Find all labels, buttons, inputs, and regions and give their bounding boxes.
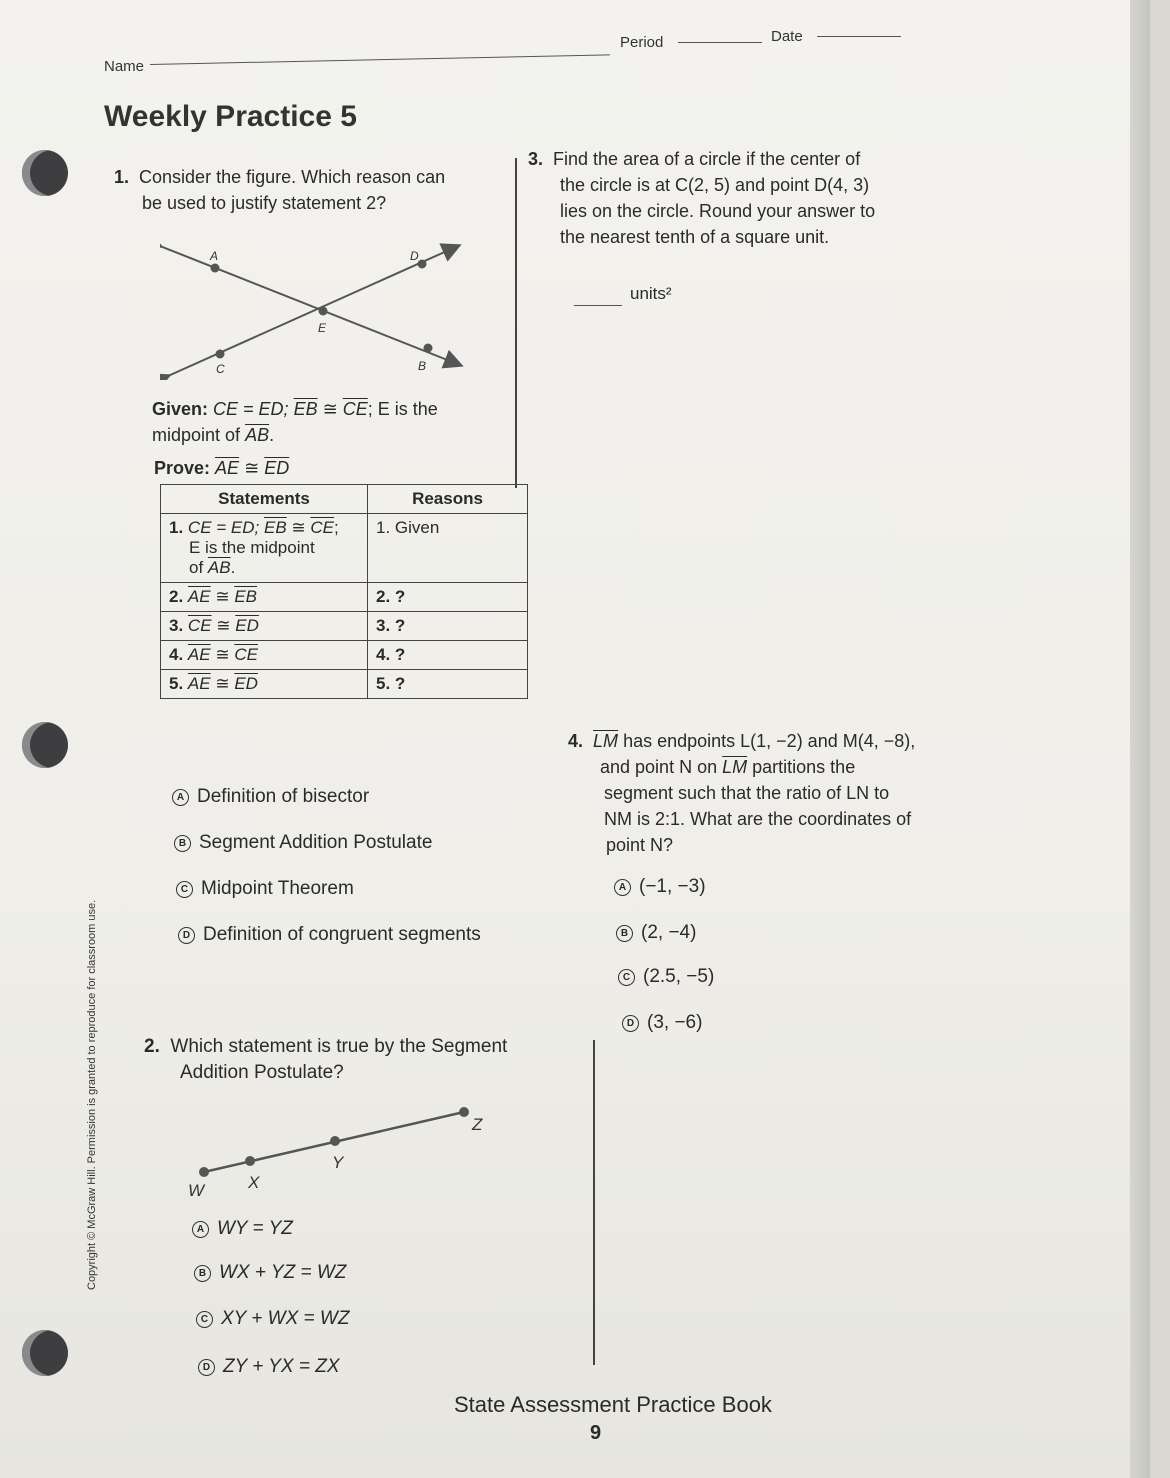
- point-label-y: Y: [332, 1153, 344, 1172]
- table-row: 2. $\overline{AE}$ ≅ $\overline{EB}$ 2. ?: [161, 583, 528, 612]
- q3-answer-blank[interactable]: [574, 305, 622, 306]
- binder-hole: [22, 1330, 68, 1376]
- page-title: Weekly Practice 5: [104, 100, 357, 133]
- point-label-w: W: [188, 1181, 205, 1200]
- q2-option-c[interactable]: C XY + WX = WZ: [196, 1308, 349, 1330]
- q2-option-d[interactable]: D ZY + YX = ZX: [198, 1356, 340, 1378]
- q2-option-b[interactable]: B WX + YZ = WZ: [194, 1262, 346, 1284]
- point-label-x: X: [248, 1173, 260, 1192]
- date-line[interactable]: [817, 36, 901, 37]
- q2-figure: [180, 1100, 500, 1200]
- column-divider: [515, 158, 517, 488]
- page-edge: [1130, 0, 1150, 1478]
- q1-option-a[interactable]: A Definition of bisector: [172, 786, 369, 808]
- table-row: 3. $\overline{CE}$ ≅ $\overline{ED}$ 3. ?: [161, 612, 528, 641]
- q1-option-b[interactable]: B Segment Addition Postulate: [174, 832, 432, 854]
- q2-prompt: 2. Which statement is true by the Segment Addition Postulate?: [144, 1036, 508, 1083]
- period-label: Period: [620, 34, 664, 51]
- proof-table: [160, 484, 528, 699]
- point-label-z: Z: [472, 1115, 483, 1134]
- point-label-c: C: [216, 362, 225, 376]
- q1-prove: Prove: $\overline{AE}$ ≅ $\overline{ED}$: [154, 458, 290, 478]
- point-label-a: A: [210, 249, 219, 263]
- page-number: 9: [590, 1422, 602, 1444]
- column-divider: [593, 1040, 595, 1365]
- q1-given: Given: CE = ED; $\overline{EB}$ ≅ $\overline{CE}$; E is the midpoint of $\overline{AB}$.: [152, 399, 438, 445]
- q4-option-b[interactable]: B (2, −4): [616, 922, 696, 944]
- q4-option-d[interactable]: D (3, −6): [622, 1012, 702, 1034]
- table-row: 5. $\overline{AE}$ ≅ $\overline{ED}$ 5. ?: [161, 670, 528, 699]
- q1-option-d[interactable]: D Definition of congruent segments: [178, 924, 481, 946]
- date-label: Date: [771, 28, 803, 45]
- q4-option-a[interactable]: A (−1, −3): [614, 876, 706, 898]
- period-line[interactable]: [678, 42, 762, 43]
- copyright-notice: Copyright © McGraw Hill. Permission is granted to reproduce for classroom use.: [86, 899, 98, 1290]
- point-label-e: E: [318, 321, 327, 335]
- q4-option-c[interactable]: C (2.5, −5): [618, 966, 714, 988]
- footer-book-title: State Assessment Practice Book: [454, 1392, 772, 1417]
- binder-hole: [22, 150, 68, 196]
- q1-option-c[interactable]: C Midpoint Theorem: [176, 878, 354, 900]
- point-label-b: B: [418, 359, 427, 373]
- table-row: 1. CE = ED; $\overline{EB}$ ≅ $\overline{CE}$; E is the midpoint of $\overline{AB}$. 1. Given: [161, 514, 528, 583]
- q1-prompt: 1. Consider the figure. Which reason can be used to justify statement 2?: [114, 167, 446, 213]
- q3-units: units²: [630, 284, 672, 303]
- q2-option-a[interactable]: A WY = YZ: [192, 1218, 293, 1240]
- q4-prompt: 4. $\overline{LM}$ has endpoints L(1, −2) and M(4, −8), and point N on $\overline{LM}$ partitions the segment such that the ratio of LN to NM is 2:1. What are the coordinates of point N?: [568, 731, 916, 855]
- point-label-d: D: [410, 249, 419, 263]
- statements-header: Statements: [161, 485, 368, 514]
- q3-prompt: 3. Find the area of a circle if the center of the circle is at C(2, 5) and point D(4, 3) lies on the circle. Round your answer to the nearest tenth of a square unit.: [528, 149, 876, 247]
- table-row: 4. $\overline{AE}$ ≅ $\overline{CE}$ 4. ?: [161, 641, 528, 670]
- name-label: Name: [104, 58, 145, 75]
- binder-hole: [22, 722, 68, 768]
- q1-figure: [160, 240, 480, 380]
- name-line[interactable]: [150, 54, 610, 65]
- reasons-header: Reasons: [368, 485, 528, 514]
